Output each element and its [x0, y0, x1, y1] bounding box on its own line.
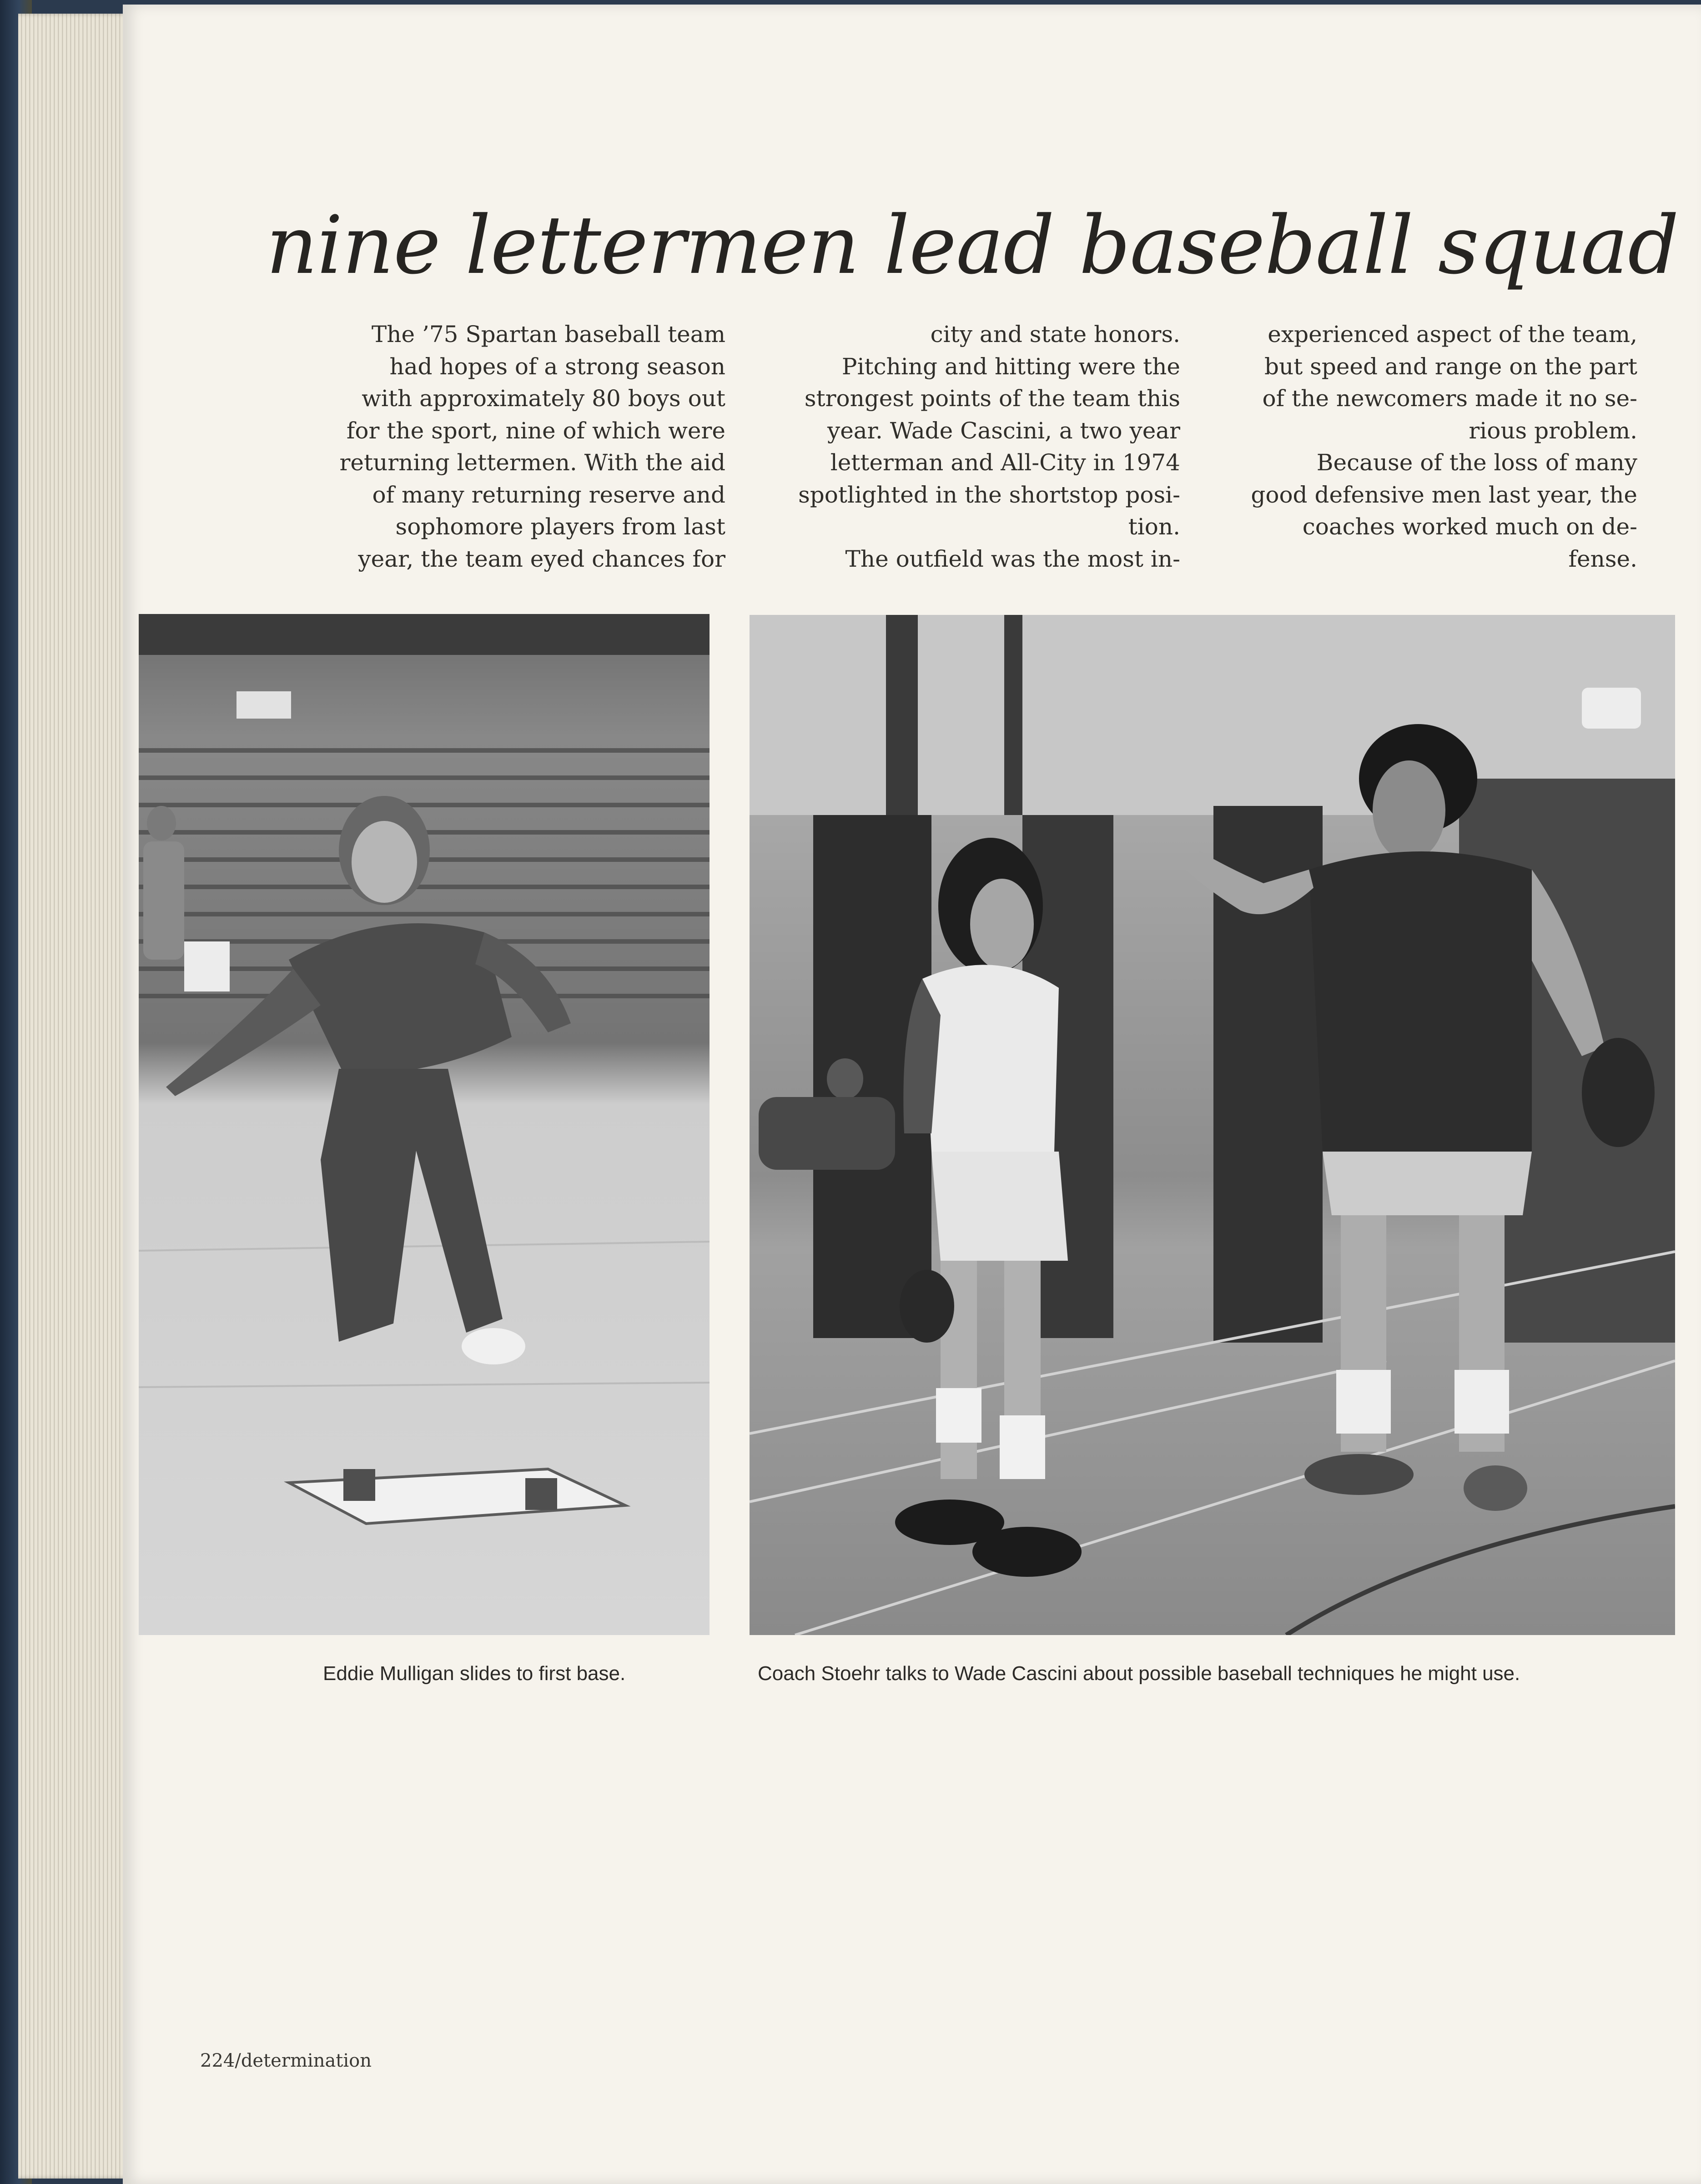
- caption-right-photo: Coach Stoehr talks to Wade Cascini about possible baseball techniques he might use.: [758, 1662, 1520, 1685]
- caption-left-photo: Eddie Mulligan slides to first base.: [323, 1662, 626, 1685]
- photo-coach-and-player-image: [750, 615, 1675, 1635]
- headline: nine lettermen lead baseball squad: [266, 199, 1679, 292]
- photo-sliding-player: [139, 614, 710, 1635]
- body-column-1: The ’75 Spartan baseball team had hopes of a strong season with approximately 80 boys out for the sport, nine of which were returning lettermen. With the aid of many returning reserve and sophomore players from last year, the team eyed chances for: [339, 321, 725, 572]
- photo-coach-and-player: [750, 615, 1675, 1635]
- body-column-2: city and state honors. Pitching and hitting were the strongest points of the team this year. Wade Cascini, a two year letterman and All-City in 1974 spotlighted in the shortstop posi- tion. The outfield was the most in-: [798, 321, 1180, 572]
- body-column-3: experienced aspect of the team, but speed and range on the part of the newcomers made it no se- rious problem. Because of the loss of many good defensive men last year, the coaches worked much on de- fense.: [1251, 321, 1637, 572]
- page-folio: 224/determination: [200, 2050, 372, 2071]
- photo-sliding-player-image: [139, 614, 710, 1635]
